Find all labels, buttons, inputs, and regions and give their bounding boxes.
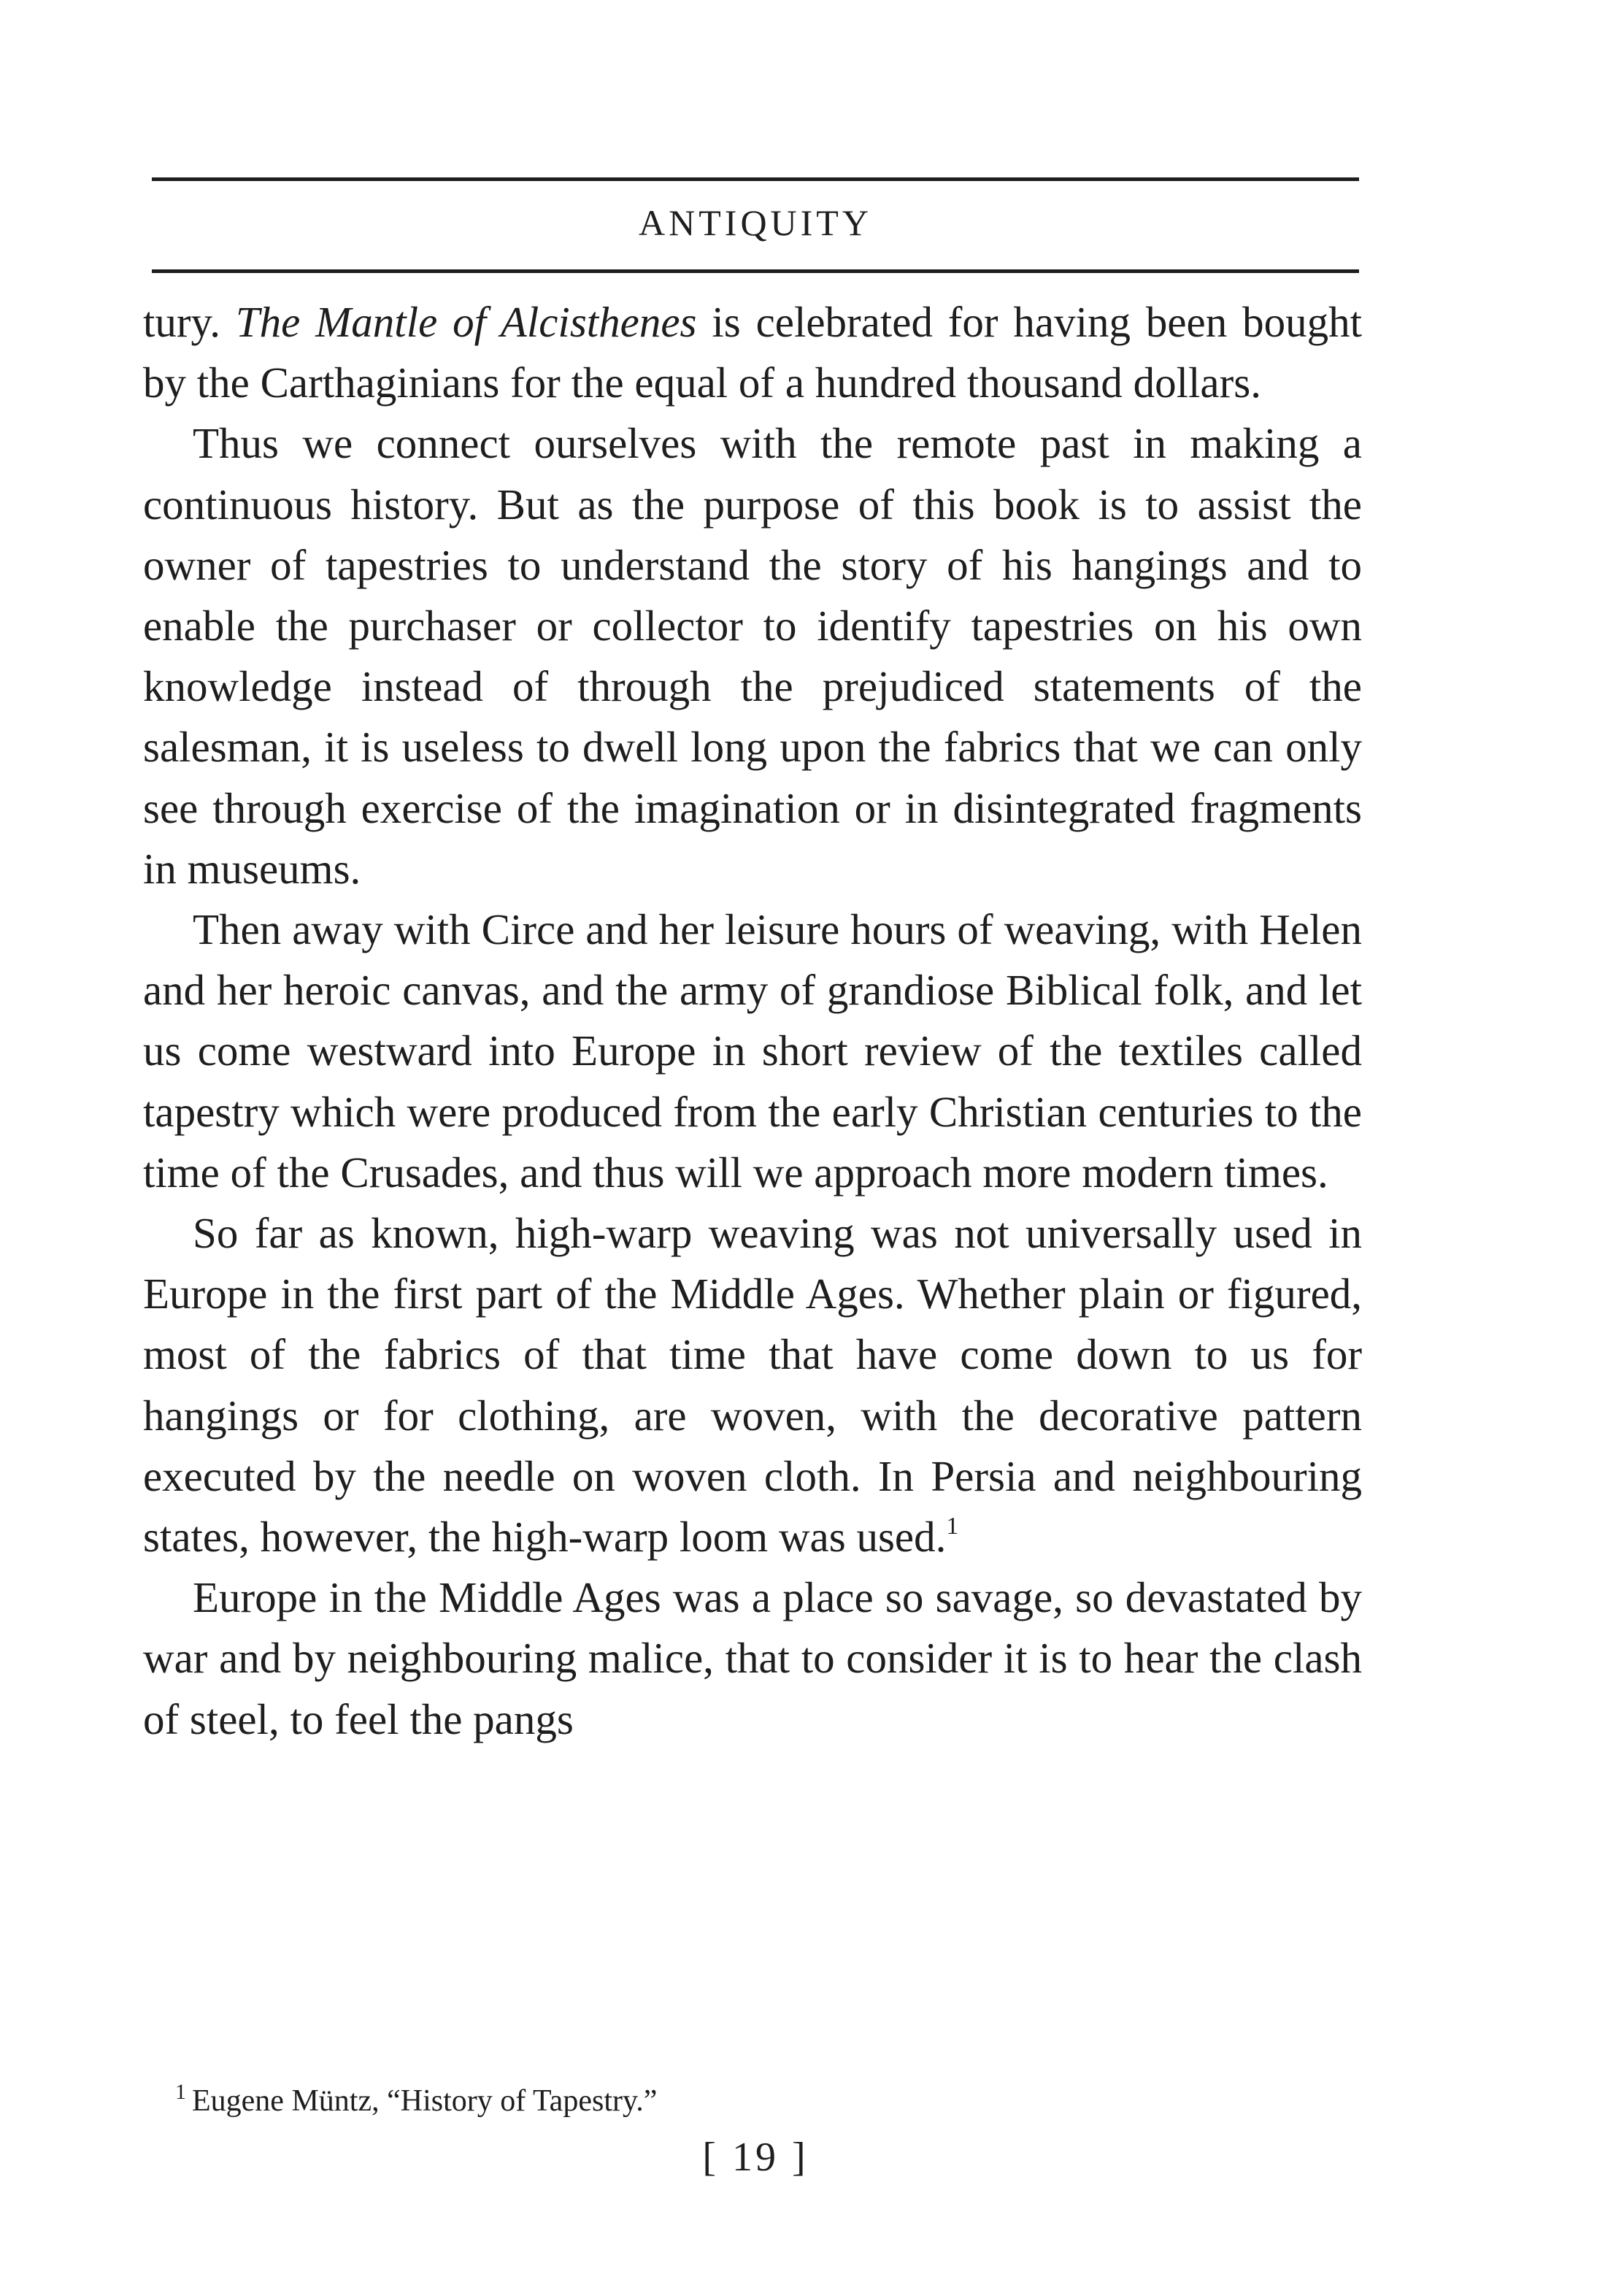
footnote-text: Eugene Müntz, “History of Tapestry.” [192, 2084, 658, 2118]
book-title-italic: The Mantle of Alcisthenes [235, 298, 697, 346]
running-head: ANTIQUITY [639, 202, 872, 243]
footnote-reference: 1 [946, 1513, 959, 1540]
footnote [175, 2079, 1343, 2123]
footnote-marker: 1 [175, 2080, 186, 2104]
paragraph-1-start: tury. [143, 298, 236, 346]
paragraph-4-text: So far as known, high-warp weaving was not universally used in Europe in the first part of the Middle Ages. Whether plain or figured, most of the fabrics of that time that have come down to us for hangings or for clothing, are woven, with the decorative pattern executed by the needle on woven cloth. In Persia and neighbouring states, however, the high-warp loom was used. [143, 1209, 1362, 1562]
paragraph-1 [143, 292, 1362, 413]
body-text [143, 292, 1362, 1750]
page-number: [ 19 ] [702, 2135, 809, 2180]
header-rule-bottom [152, 269, 1359, 273]
paragraph-1-end: is celebrated for having been bought by the Carthaginians for the equal of a hundred thousand dollars. [143, 298, 1362, 407]
paragraph-2: Thus we connect ourselves with the remote past in making a continuous history. But as the purpose of this book is to assist the owner of tapestries to understand the story of his hangings and to enable the purchaser or collector to identify tapestries on his own knowledge instead of through the prejudiced statements of the salesman, it is useless to dwell long upon the fabrics that we can only see through exercise of the imagination or in disintegrated fragments in museums. [143, 419, 1362, 893]
paragraph-4 [143, 1203, 1362, 1567]
paragraph-5: Europe in the Middle Ages was a place so savage, so devastated by war and by neighbouring malice, that to consider it is to hear the clash of steel, to feel the pangs [143, 1573, 1362, 1743]
paragraph-3: Then away with Circe and her leisure hours of weaving, with Helen and her heroic canvas, and the army of grandiose Biblical folk, and let us come westward into Europe in short review of the textiles called tapestry which were produced from the early Christian centuries to the time of the Crusades, and thus will we approach more modern times. [143, 905, 1362, 1197]
header-rule-top [152, 177, 1359, 181]
